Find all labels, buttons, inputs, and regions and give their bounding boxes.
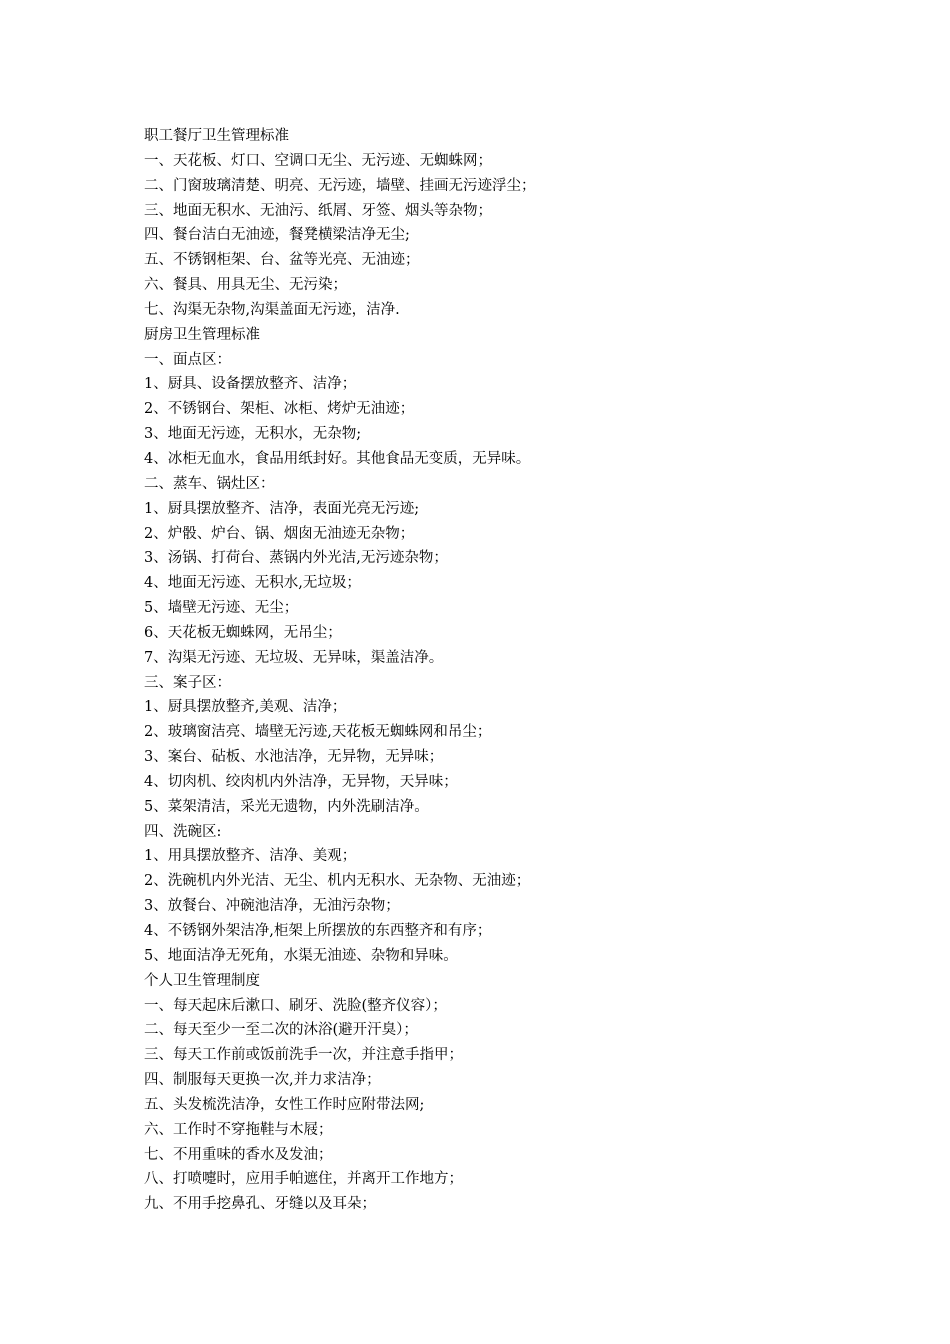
text-line: 2、不锈钢台、架柜、冰柜、烤炉无油迹； (144, 401, 415, 418)
section-heading-kitchen-standard: 厨房卫生管理标准 (144, 326, 260, 343)
text-line: 五、不锈钢柜架、台、盆等光亮、无油迹； (144, 252, 420, 269)
text-line: 3、地面无污迹，无积水，无杂物; (144, 426, 362, 443)
text-line: 七、沟渠无杂物,沟渠盖面无污迹，洁净. (144, 301, 400, 318)
text-line: 二、门窗玻璃清楚、明亮、无污迹，墙壁、挂画无污迹浮尘； (144, 177, 536, 194)
text-line: 3、放餐台、冲碗池洁净，无油污杂物； (144, 898, 400, 915)
text-line: 6、天花板无蜘蛛网，无吊尘； (144, 624, 342, 641)
subsection-heading-prep-area: 三、案子区： (144, 674, 231, 691)
text-line: 六、餐具、用具无尘、无污染； (144, 277, 347, 294)
text-line: 4、切肉机、绞肉机内外洁净，无异物，天异味； (144, 773, 458, 790)
text-line: 七、不用重味的香水及发油； (144, 1146, 333, 1163)
text-line: 5、菜架清洁，采光无遗物，内外洗刷洁净。 (144, 798, 429, 815)
text-line: 四、制服每天更换一次,并力求洁净； (144, 1072, 381, 1089)
text-line: 1、厨具摆放整齐、洁净，表面光亮无污迹; (144, 500, 420, 517)
text-line: 九、不用手挖鼻孔、牙缝以及耳朵； (144, 1196, 376, 1213)
text-line: 三、每天工作前或饭前洗手一次，并注意手指甲； (144, 1047, 463, 1064)
text-line: 八、打喷嚏时，应用手帕遮住，并离开工作地方； (144, 1171, 463, 1188)
text-line: 三、地面无积水、无油污、纸屑、牙签、烟头等杂物； (144, 202, 492, 219)
text-line: 3、汤锅、打荷台、蒸锅内外光洁,无污迹杂物； (144, 550, 448, 567)
text-line: 4、冰柜无血水，食品用纸封好。其他食品无变质，无异味。 (144, 450, 531, 467)
text-line: 1、厨具摆放整齐,美观、洁净； (144, 699, 347, 716)
text-line: 2、炉骰、炉台、锅、烟囱无油迹无杂物； (144, 525, 415, 542)
subsection-heading-stove-area: 二、蒸车、锅灶区： (144, 475, 275, 492)
text-line: 2、玻璃窗洁亮、墙壁无污迹,天花板无蜘蛛网和吊尘； (144, 724, 492, 741)
text-line: 二、每天至少一至二次的沐浴(避开汗臭）； (144, 1022, 418, 1039)
text-line: 4、不锈钢外架洁净,柜架上所摆放的东西整齐和有序； (144, 923, 492, 939)
text-line: 5、地面洁净无死角，水渠无油迹、杂物和异味。 (144, 947, 458, 964)
text-line: 五、头发梳洗洁净，女性工作时应附带法网; (144, 1096, 425, 1113)
text-line: 六、工作时不穿拖鞋与木屐； (144, 1121, 333, 1138)
text-line: 5、墙壁无污迹、无尘； (144, 600, 299, 617)
text-line: 4、地面无污迹、无积水,无垃圾； (144, 575, 361, 592)
text-line: 2、洗碗机内外光洁、无尘、机内无积水、无杂物、无油迹； (144, 873, 531, 890)
section-heading-personal-hygiene: 个人卫生管理制度 (144, 972, 260, 989)
subsection-heading-pastry-area: 一、面点区： (144, 351, 231, 368)
text-line: 一、每天起床后漱口、刷牙、洗脸(整齐仪容）； (144, 997, 447, 1014)
text-line: 四、餐台洁白无油迹，餐凳横梁洁净无尘; (144, 227, 410, 244)
document-body (144, 124, 824, 1217)
text-line: 3、案台、砧板、水池洁净，无异物，无异味； (144, 749, 444, 766)
section-heading-canteen-standard: 职工餐厅卫生管理标准 (144, 128, 289, 144)
text-line: 7、沟渠无污迹、无垃圾、无异味，渠盖洁净。 (144, 649, 444, 666)
text-line: 1、厨具、设备摆放整齐、洁净； (144, 376, 357, 393)
text-line: 一、天花板、灯口、空调口无尘、无污迹、无蜘蛛网； (144, 152, 492, 169)
subsection-heading-dishwashing-area: 四、洗碗区: (144, 823, 222, 840)
text-line: 1、用具摆放整齐、洁净、美观； (144, 848, 357, 865)
